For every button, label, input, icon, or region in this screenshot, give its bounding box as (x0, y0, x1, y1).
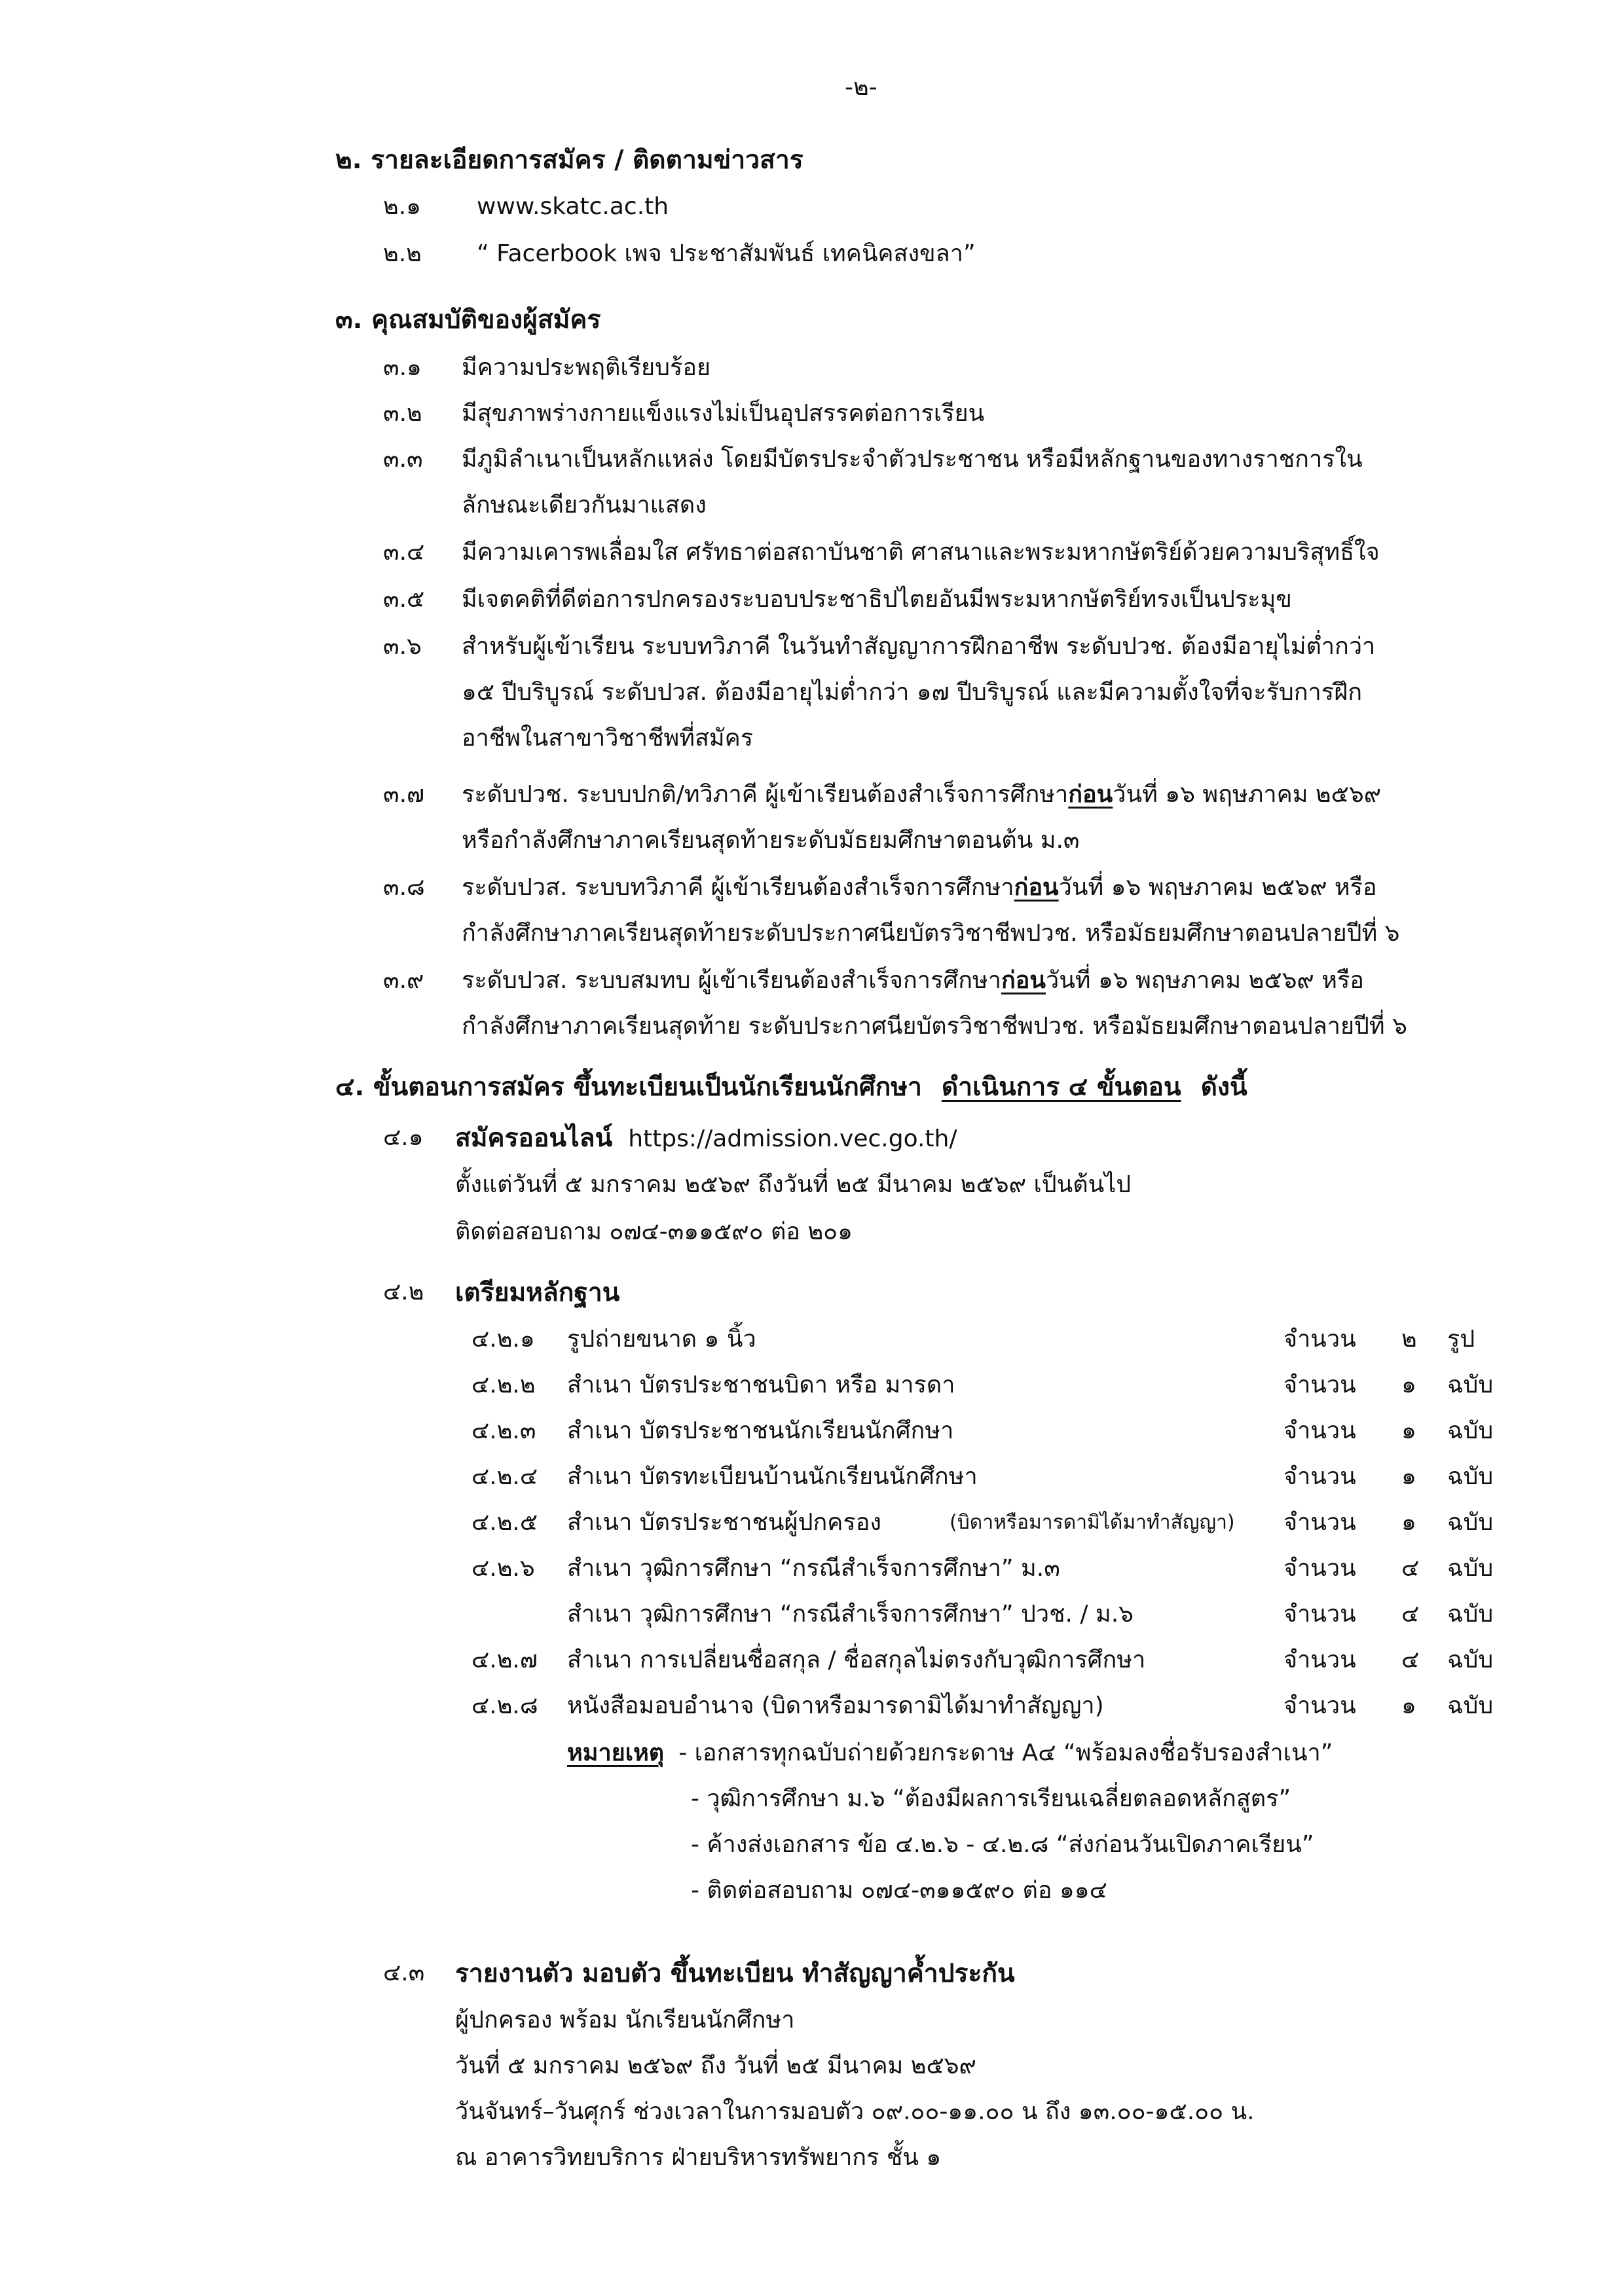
document-number: ๔.๒.๖ (471, 1555, 535, 1582)
document-quantity: ๑ (1401, 1692, 1416, 1719)
document-number: ๔.๒.๒ (471, 1372, 536, 1398)
prepare-documents-label: เตรียมหลักฐาน (455, 1278, 620, 1307)
item-3-6-text-line-3: อาชีพในสาขาวิชาชีพที่สมัคร (462, 725, 754, 752)
item-3-4-number: ๓.๔ (383, 539, 425, 566)
item-3-7-emphasis-before: ก่อน (1068, 781, 1113, 808)
section-4-steps-count: ดำเนินการ ๔ ขั้นตอน (941, 1072, 1181, 1102)
item-4-3-time: วันจันทร์–วันศุกร์ ช่วงเวลาในการมอบตัว ๐๙.๐๐-๑๑.๐๐ น ถึง ๑๓.๐๐-๑๕.๐๐ น. (455, 2098, 1255, 2125)
item-4-1-line-1 (455, 1123, 957, 1154)
document-number: ๔.๒.๑ (471, 1326, 535, 1353)
item-3-7-number: ๓.๗ (383, 781, 425, 808)
document-number: ๔.๒.๕ (471, 1509, 538, 1536)
document-unit: ฉบับ (1447, 1372, 1494, 1398)
remarks-label: หมายเหตุ (567, 1740, 665, 1766)
document-description: สำเนา บัตรประชาชนผู้ปกครอง (567, 1509, 881, 1536)
item-3-8-text-line-2: กำลังศึกษาภาคเรียนสุดท้ายระดับประกาศนียบัตรวิชาชีพปวช. หรือมัธยมศึกษาตอนปลายปีที่ ๖ (462, 920, 1400, 947)
item-3-8-emphasis-before: ก่อน (1014, 874, 1059, 901)
item-3-2-text: มีสุขภาพร่างกายแข็งแรงไม่เป็นอุปสรรคต่อการเรียน (462, 400, 985, 427)
document-quantity: ๑ (1401, 1417, 1416, 1444)
item-3-7-text-line-1 (462, 780, 1381, 809)
document-note: (บิดาหรือมารดามิได้มาทำสัญญา) (950, 1511, 1235, 1534)
remark-3: - ค้างส่งเอกสาร ข้อ ๔.๒.๖ - ๔.๒.๘ “ส่งก่อนวันเปิดภาคเรียน” (691, 1831, 1314, 1858)
item-4-1-contact: ติดต่อสอบถาม ๐๗๔-๓๑๑๕๙๐ ต่อ ๒๐๑ (455, 1218, 853, 1245)
document-unit: ฉบับ (1447, 1692, 1494, 1719)
item-3-8-text-before: ระดับปวส. ระบบทวิภาคี ผู้เข้าเรียนต้องสำเร็จการศึกษา (462, 874, 1014, 901)
item-3-8-text-after: วันที่ ๑๖ พฤษภาคม ๒๕๖๙ หรือ (1058, 874, 1377, 901)
remark-2: - วุฒิการศึกษา ม.๖ “ต้องมีผลการเรียนเฉลี่ยตลอดหลักสูตร” (691, 1785, 1291, 1812)
item-4-1-date-range: ตั้งแต่วันที่ ๕ มกราคม ๒๕๖๙ ถึงวันที่ ๒๕ มีนาคม ๒๕๖๙ เป็นต้นไป (455, 1171, 1132, 1198)
item-3-7-text-line-2: หรือกำลังศึกษาภาคเรียนสุดท้ายระดับมัธยมศึกษาตอนต้น ม.๓ (462, 827, 1080, 854)
admission-url[interactable]: https://admission.vec.go.th/ (628, 1125, 957, 1152)
item-3-9-text-before: ระดับปวส. ระบบสมทบ ผู้เข้าเรียนต้องสำเร็จการศึกษา (462, 967, 1001, 994)
document-unit: ฉบับ (1447, 1417, 1494, 1444)
document-description: สำเนา บัตรทะเบียนบ้านนักเรียนนักศึกษา (567, 1463, 978, 1490)
item-3-7-text-after: วันที่ ๑๖ พฤษภาคม ๒๕๖๙ (1113, 781, 1382, 808)
page-number: -๒- (845, 74, 877, 101)
section-2-heading: ๒. รายละเอียดการสมัคร / ติดตามข่าวสาร (335, 145, 803, 175)
document-number: ๔.๒.๓ (471, 1417, 536, 1444)
item-2-2-number: ๒.๒ (383, 240, 422, 267)
item-3-6-text-line-2: ๑๕ ปีบริบูรณ์ ระดับปวส. ต้องมีอายุไม่ต่ำกว่า ๑๗ ปีบริบูรณ์ และมีความตั้งใจที่จะรับการฝึก (462, 679, 1362, 706)
document-quantity-label: จำนวน (1283, 1647, 1356, 1673)
document-quantity: ๔ (1401, 1601, 1420, 1628)
item-2-1-number: ๒.๑ (383, 193, 422, 220)
item-4-3-attendees: ผู้ปกครอง พร้อม นักเรียนนักศึกษา (455, 2007, 795, 2033)
item-4-3-date-range: วันที่ ๕ มกราคม ๒๕๖๙ ถึง วันที่ ๒๕ มีนาคม ๒๕๖๙ (455, 2052, 976, 2079)
item-3-5-text: มีเจตคติที่ดีต่อการปกครองระบอบประชาธิปไตยอันมีพระมหากษัตริย์ทรงเป็นประมุข (462, 586, 1292, 613)
document-quantity-label: จำนวน (1283, 1463, 1356, 1490)
document-quantity-label: จำนวน (1283, 1372, 1356, 1398)
item-3-3-text-line-1: มีภูมิลำเนาเป็นหลักแหล่ง โดยมีบัตรประจำตัวประชาชน หรือมีหลักฐานของทางราชการใน (462, 446, 1363, 473)
item-3-2-number: ๓.๒ (383, 400, 422, 427)
item-3-1-text: มีความประพฤติเรียบร้อย (462, 354, 711, 381)
item-3-9-text-line-1 (462, 966, 1364, 994)
report-registration-label: รายงานตัว มอบตัว ขึ้นทะเบียน ทำสัญญาค้ำประกัน (455, 1959, 1015, 1988)
remark-4: - ติดต่อสอบถาม ๐๗๔-๓๑๑๕๙๐ ต่อ ๑๑๔ (691, 1877, 1107, 1904)
document-quantity-label: จำนวน (1283, 1326, 1356, 1353)
item-3-9-number: ๓.๙ (383, 967, 424, 994)
item-3-6-text-line-1: สำหรับผู้เข้าเรียน ระบบทวิภาคี ในวันทำสัญญาการฝึกอาชีพ ระดับปวช. ต้องมีอายุไม่ต่ำกว่า (462, 633, 1376, 660)
section-4-heading-text: ๔. ขั้นตอนการสมัคร ขึ้นทะเบียนเป็นนักเรียนนักศึกษา (335, 1072, 922, 1102)
document-description: สำเนา วุฒิการศึกษา “กรณีสำเร็จการศึกษา” ม.๓ (567, 1555, 1060, 1582)
item-4-1-number: ๔.๑ (383, 1124, 424, 1151)
document-unit: ฉบับ (1447, 1555, 1494, 1582)
document-unit: รูป (1447, 1326, 1475, 1353)
document-unit: ฉบับ (1447, 1601, 1494, 1628)
document-unit: ฉบับ (1447, 1509, 1494, 1536)
remarks-block (567, 1739, 1333, 1767)
online-application-label: สมัครออนไลน์ (455, 1123, 613, 1153)
item-3-4-text: มีความเคารพเลื่อมใส ศรัทธาต่อสถาบันชาติ ศาสนาและพระมหากษัตริย์ด้วยความบริสุทธิ์ใจ (462, 539, 1380, 566)
item-3-6-number: ๓.๖ (383, 633, 422, 660)
document-quantity: ๑ (1401, 1509, 1416, 1536)
document-quantity-label: จำนวน (1283, 1509, 1356, 1536)
document-description: สำเนา บัตรประชาชนนักเรียนนักศึกษา (567, 1417, 954, 1444)
item-3-9-text-line-2: กำลังศึกษาภาคเรียนสุดท้าย ระดับประกาศนียบัตรวิชาชีพปวช. หรือมัธยมศึกษาตอนปลายปีที่ ๖ (462, 1013, 1407, 1040)
item-3-9-emphasis-before: ก่อน (1001, 967, 1046, 994)
document-unit: ฉบับ (1447, 1463, 1494, 1490)
document-quantity: ๑ (1401, 1463, 1416, 1490)
document-description: สำเนา บัตรประชาชนบิดา หรือ มารดา (567, 1372, 955, 1398)
document-unit: ฉบับ (1447, 1647, 1494, 1673)
document-quantity: ๔ (1401, 1647, 1420, 1673)
document-quantity-label: จำนวน (1283, 1692, 1356, 1719)
document-number: ๔.๒.๗ (471, 1647, 538, 1673)
remark-1: - เอกสารทุกฉบับถ่ายด้วยกระดาษ A๔ “พร้อมลงชื่อรับรองสำเนา” (678, 1740, 1333, 1766)
item-4-3-location: ณ อาคารวิทยบริการ ฝ่ายบริหารทรัพยากร ชั้น ๑ (455, 2144, 942, 2171)
item-4-2-number: ๔.๒ (383, 1279, 424, 1305)
document-quantity: ๔ (1401, 1555, 1420, 1582)
document-description: สำเนา การเปลี่ยนชื่อสกุล / ชื่อสกุลไม่ตรงกับวุฒิการศึกษา (567, 1647, 1146, 1673)
document-quantity-label: จำนวน (1283, 1417, 1356, 1444)
document-quantity: ๑ (1401, 1372, 1416, 1398)
document-description: สำเนา วุฒิการศึกษา “กรณีสำเร็จการศึกษา” ปวช. / ม.๖ (567, 1601, 1134, 1628)
document-quantity-label: จำนวน (1283, 1601, 1356, 1628)
item-3-8-number: ๓.๘ (383, 874, 425, 901)
item-3-7-text-before: ระดับปวช. ระบบปกติ/ทวิภาคี ผู้เข้าเรียนต้องสำเร็จการศึกษา (462, 781, 1069, 808)
section-3-heading: ๓. คุณสมบัติของผู้สมัคร (335, 305, 601, 335)
document-quantity-label: จำนวน (1283, 1555, 1356, 1582)
section-4-heading (335, 1072, 1247, 1103)
item-3-9-text-after: วันที่ ๑๖ พฤษภาคม ๒๕๖๙ หรือ (1045, 967, 1364, 994)
item-3-3-text-line-2: ลักษณะเดียวกันมาแสดง (462, 492, 707, 519)
item-2-1-website: www.skatc.ac.th (477, 193, 669, 220)
document-number: ๔.๒.๔ (471, 1463, 538, 1490)
item-4-3-number: ๔.๓ (383, 1959, 425, 1986)
item-3-3-number: ๓.๓ (383, 446, 423, 473)
section-4-heading-suffix: ดังนี้ (1200, 1072, 1247, 1102)
item-2-2-facebook: “ Facerbook เพจ ประชาสัมพันธ์ เทคนิคสงขลา” (477, 240, 976, 267)
document-quantity: ๒ (1401, 1326, 1417, 1353)
document-description: รูปถ่ายขนาด ๑ นิ้ว (567, 1326, 756, 1353)
document-description: หนังสือมอบอำนาจ (บิดาหรือมารดามิได้มาทำสัญญา) (567, 1692, 1104, 1719)
item-3-5-number: ๓.๕ (383, 586, 425, 613)
document-number: ๔.๒.๘ (471, 1692, 538, 1719)
item-3-1-number: ๓.๑ (383, 354, 422, 381)
item-3-8-text-line-1 (462, 873, 1377, 902)
